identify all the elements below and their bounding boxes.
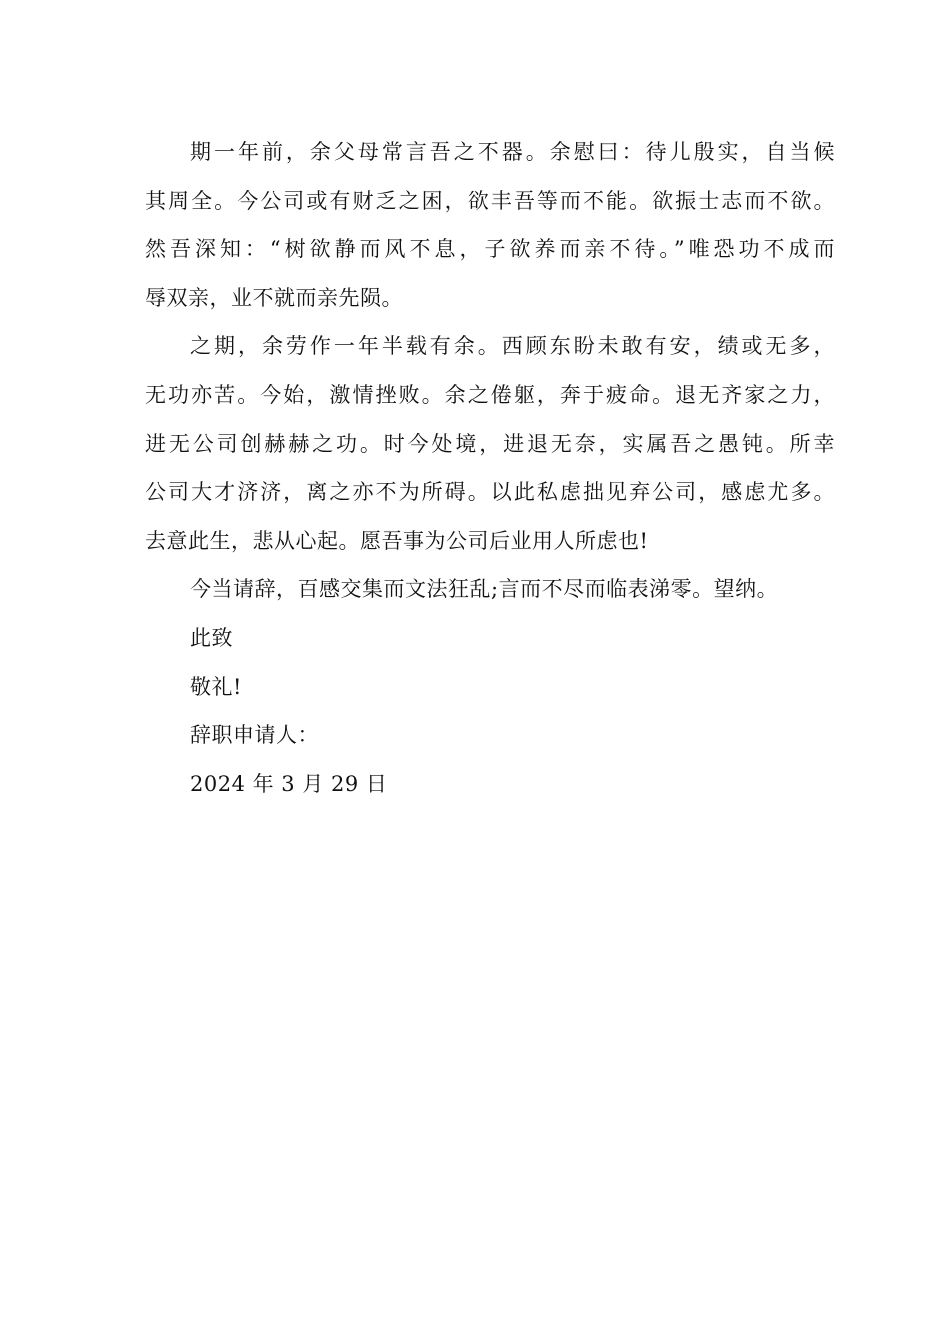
- paragraph-2-line-3: 进无公司创赫赫之功。时今处境，进退无奈，实属吾之愚钝。所幸: [145, 431, 835, 456]
- closing-line: 此致: [190, 625, 233, 650]
- paragraph-3-line-1: 今当请辞，百感交集而文法狂乱;言而不尽而临表涕零。望纳。: [190, 577, 779, 602]
- paragraph-1-line-3: 然吾深知：“树欲静而风不息，子欲养而亲不待。”唯恐功不成而: [145, 237, 835, 262]
- letter-body: [145, 128, 835, 808]
- date-line: 2024 年 3 月 29 日: [190, 771, 388, 796]
- paragraph-2-line-1: 之期，余劳作一年半载有余。西顾东盼未敢有安，绩或无多，: [190, 334, 835, 359]
- salute-line: 敬礼!: [190, 674, 242, 699]
- paragraph-1-line-1: 期一年前，余父母常言吾之不器。余慰曰：待儿殷实，自当候: [190, 140, 835, 164]
- paragraph-2-line-4: 公司大才济济，离之亦不为所碍。以此私虑拙见弃公司，感虑尤多。: [145, 480, 835, 505]
- paragraph-2-line-2: 无功亦苦。今始，激情挫败。余之倦躯，奔于疲命。退无齐家之力，: [145, 382, 835, 407]
- paragraph-2-line-5: 去意此生，悲从心起。愿吾事为公司后业用人所虑也!: [145, 528, 649, 553]
- paragraph-1-line-2: 其周全。今公司或有财乏之困，欲丰吾等而不能。欲振士志而不欲。: [145, 188, 835, 213]
- signature-label: 辞职申请人：: [190, 723, 319, 748]
- paragraph-1-line-4: 辱双亲，业不就而亲先陨。: [145, 285, 403, 310]
